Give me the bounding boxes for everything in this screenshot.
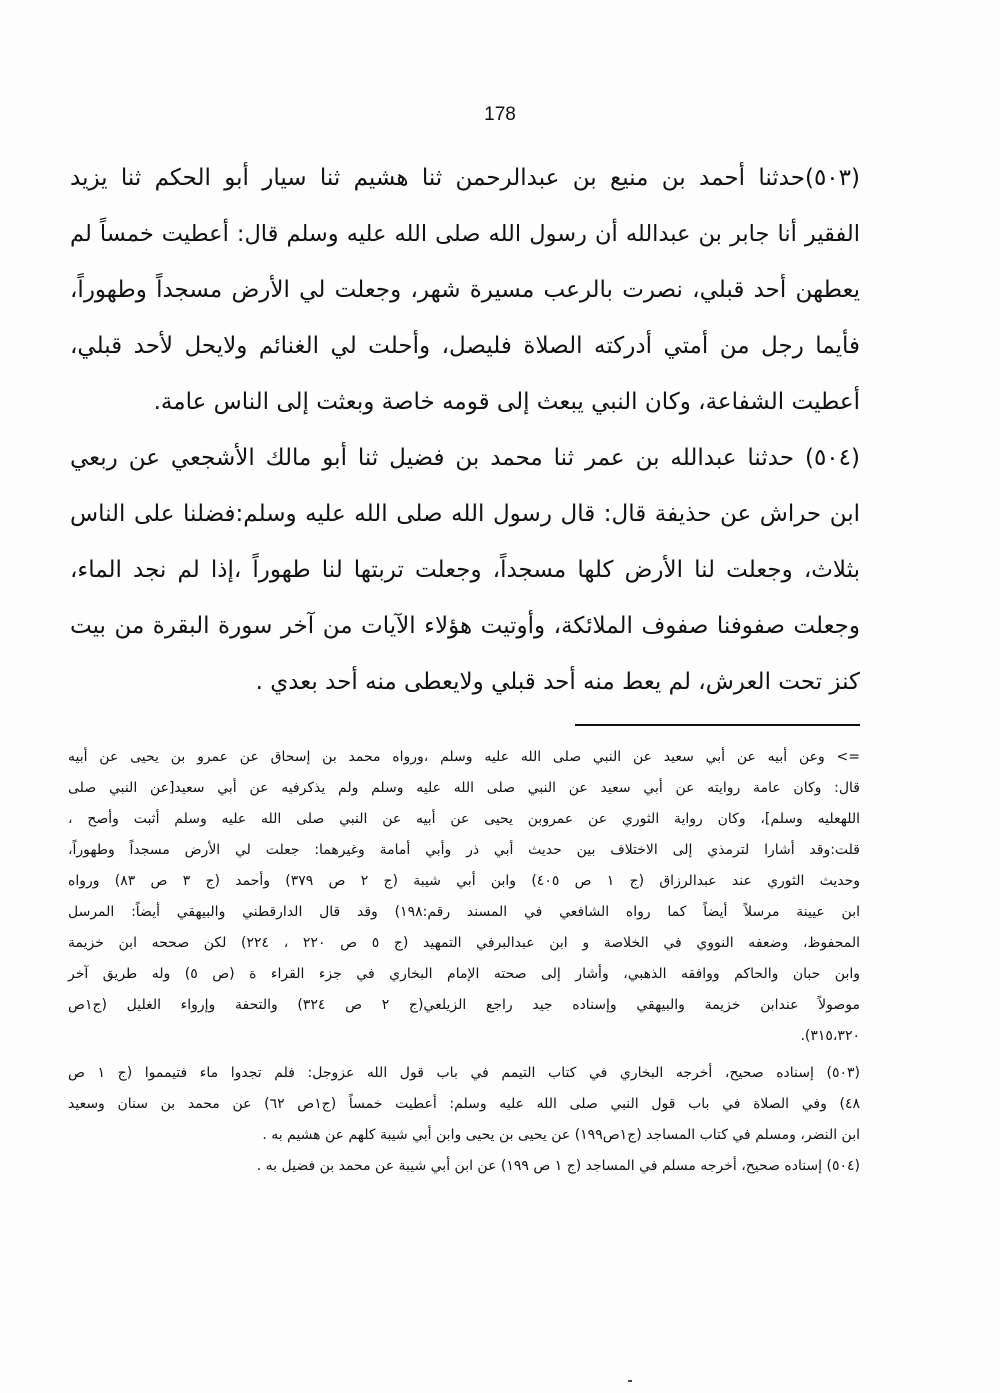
footnote-divider <box>575 724 860 726</box>
footnote-line: ابن النضر، ومسلم في كتاب المساجد (ج١ص١٩٩) عن يحيى بن يحيى وابن أبي شيبة كلهم عن هشيم به . <box>262 1127 860 1143</box>
footnote-line: موصولاً عندابن خزيمة والبيهقي وإسناده جيد راجع الزيلعي(ج ٢ ص ٣٢٤) والتحفة وإرواء الغليل (ج١ص <box>68 997 860 1013</box>
footnotes-section <box>68 742 860 1182</box>
footnote-line: وابن حبان والحاكم ووافقه الذهبي، وأشار إلى صحته الإمام البخاري في جزء القراء ة (ص ٥) وله طريق آخر <box>68 966 860 982</box>
footnote-line: (٥٠٤) إسناده صحيح، أخرجه مسلم في المساجد (ج ١ ص ١٩٩) عن ابن أبي شيبة عن محمد بن فضيل به . <box>256 1158 860 1174</box>
main-text-line: يعطهن أحد قبلي، نصرت بالرعب مسيرة شهر، وجعلت لي الأرض مسجداً وطهوراً، <box>70 277 860 303</box>
main-text-line: (٥٠٤) حدثنا عبدالله بن عمر ثنا محمد بن فضيل ثنا أبو مالك الأشجعي عن ربعي <box>70 445 860 471</box>
page-number: 178 <box>484 104 516 125</box>
footnote-line: (٥٠٣) إسناده صحيح، أخرجه البخاري في كتاب التيمم في باب قول الله عزوجل: فلم تجدوا ماء فتيمموا (ج ١ ص <box>68 1065 860 1081</box>
footnote-line: اللهعليه وسلم]، وكان رواية الثوري عن عمروبن يحيى عن أبيه عن النبي صلى الله عليه وسلم أثبت وأصح ، <box>68 811 860 827</box>
footnote-continuation <box>68 742 860 1052</box>
footnote-line: ابن عيينة مرسلاً أيضاً كما رواه الشافعي في المسند رقم:١٩٨) وقد قال الدارقطني والبيهقي أيضاً: المرسل <box>68 904 860 920</box>
main-text-line: (٥٠٣)حدثنا أحمد بن منيع بن عبدالرحمن ثنا هشيم ثنا سيار أبو الحكم ثنا يزيد <box>70 165 860 191</box>
footnote-line: قلت:وقد أشارا لترمذي إلى الاختلاف بين حديث أبي ذر وأبي أمامة وغيرهما: جعلت لي الأرض مسجداً وطهوراً، <box>68 842 860 858</box>
scan-speck <box>628 1380 632 1382</box>
main-text-line: ابن حراش عن حذيفة قال: قال رسول الله صلى الله عليه وسلم:فضلنا على الناس <box>70 501 860 527</box>
main-text-line: كنز تحت العرش، لم يعط منه أحد قبلي ولايعطى منه أحد بعدي . <box>255 669 860 695</box>
footnote-503 <box>68 1058 860 1151</box>
footnote-line: => وعن أبيه عن أبي سعيد عن النبي صلى الله عليه وسلم ،ورواه محمد بن إسحاق عن عمرو بن يحيى عن أبيه <box>68 749 860 765</box>
footnote-line: قال: وكان عامة روايته عن أبي سعيد عن النبي صلى الله عليه وسلم ولم يذكرفيه عن أبي سعيد[عن النبي صلى <box>68 780 860 796</box>
footnote-line: المحفوظ، وضعفه النووي في الخلاصة و ابن عبدالبرفي التمهيد (ج ٥ ص ٢٢٠ ، ٢٢٤) لكن صححه ابن خزيمة <box>68 935 861 951</box>
main-text-line: وجعلت صفوفنا صفوف الملائكة، وأوتيت هؤلاء الآيات من آخر سورة البقرة من بيت <box>70 613 860 639</box>
main-text-line: أعطيت الشفاعة، وكان النبي يبعث إلى قومه خاصة وبعثت إلى الناس عامة. <box>153 389 860 415</box>
footnote-line: وحديث الثوري عند عبدالرزاق (ج ١ ص ٤٠٥) وابن أبي شيبة (ج ٢ ص ٣٧٩) وأحمد (ج ٣ ص ٨٣) ورواه <box>68 873 861 889</box>
main-text-line: بثلاث، وجعلت لنا الأرض كلها مسجداً، وجعلت تربتها لنا طهوراً ،إذا لم نجد الماء، <box>70 557 860 583</box>
footnote-line: ٤٨) وفي الصلاة في باب قول النبي صلى الله عليه وسلم: أعطيت خمساً (ج١ص ٦٢) عن محمد بن سنان وسعيد <box>68 1096 861 1112</box>
main-text-line: فأيما رجل من أمتي أدركته الصلاة فليصل، وأحلت لي الغنائم ولايحل لأحد قبلي، <box>70 333 860 359</box>
footnote-line: ٣١٥،٣٢٠). <box>800 1028 860 1044</box>
main-hadith-text <box>70 150 860 710</box>
main-text-line: الفقير أنا جابر بن عبدالله أن رسول الله صلى الله عليه وسلم قال: أعطيت خمساً لم <box>70 221 860 247</box>
footnote-504 <box>68 1151 860 1182</box>
